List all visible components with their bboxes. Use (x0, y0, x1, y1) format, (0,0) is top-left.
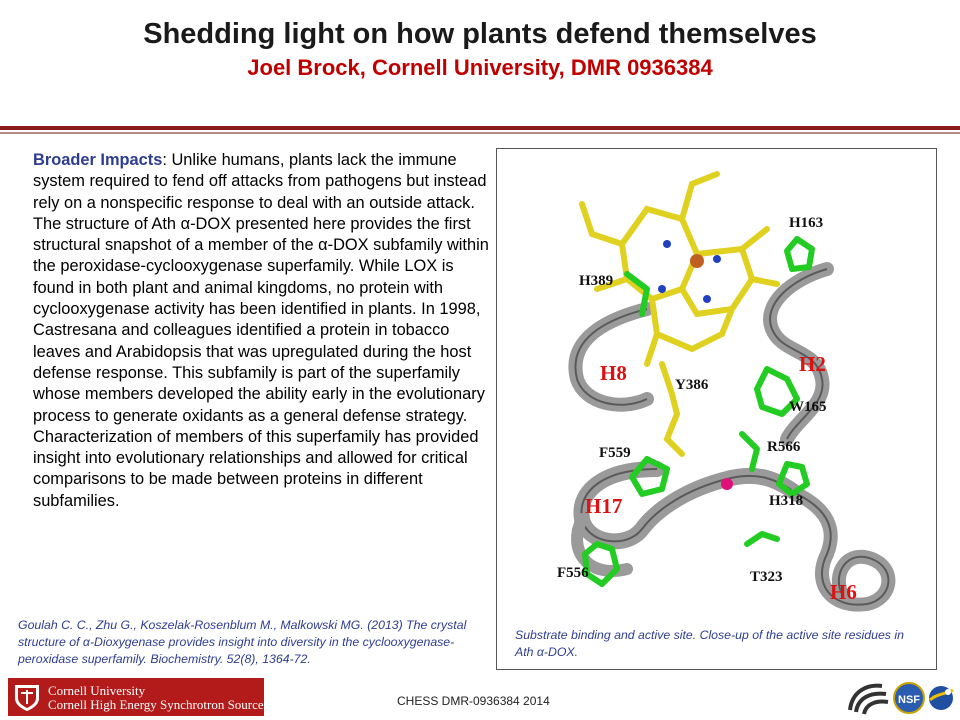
label-helix-h17: H17 (585, 494, 623, 518)
cornell-seal-icon (12, 682, 42, 712)
structure-figure (496, 148, 937, 670)
chess-swirl-logo-icon (846, 680, 890, 716)
label-w165: W165 (789, 399, 827, 415)
label-h389: H389 (579, 273, 614, 289)
label-h163: H163 (789, 215, 824, 231)
label-f556: F556 (557, 565, 589, 581)
header-divider-thin (0, 132, 960, 134)
label-helix-h8: H8 (600, 361, 627, 385)
page-subtitle: Joel Brock, Cornell University, DMR 0936384 (247, 55, 713, 80)
label-y386: Y386 (675, 377, 709, 393)
citation: Goulah C. C., Zhu G., Koszelak-Rosenblum M., Malkowski MG. (2013) The crystal structure of α-Dioxygenase provides insight into diversity in the cyclooxygenase-peroxidase superfamily. Biochemistry. 52(8), 1364-72. (18, 618, 467, 666)
footer-text: CHESS DMR-0936384 2014 (397, 694, 550, 708)
label-helix-h2: H2 (799, 352, 826, 376)
svg-text:NSF: NSF (898, 694, 920, 706)
label-f559: F559 (599, 445, 631, 461)
nsf-logo-icon (892, 680, 926, 716)
iron-atom (690, 254, 704, 268)
substrate-atom (721, 478, 733, 490)
label-h318: H318 (769, 493, 804, 509)
chess-text: Cornell High Energy Synchrotron Source (48, 697, 264, 712)
protein-structure-illustration (497, 149, 938, 671)
partner-globe-logo-icon (926, 680, 956, 716)
label-helix-h6: H6 (830, 580, 857, 604)
broader-impacts-label: Broader Impacts (33, 151, 163, 169)
header-divider (0, 126, 960, 130)
figure-caption: Substrate binding and active site. Close-up of the active site residues in Ath α-DOX. (515, 628, 904, 659)
broader-impacts-text: : Unlike humans, plants lack the immune system required to fend off attacks from pathogens but instead rely on a nonspecific response to deal with an outside attack. The structure of Ath α-DOX presented here provides the first structural snapshot of a member of the α-DOX subfamily within the peroxidase-cyclooxygenase superfamily. While LOX is found in both plant and animal kingdoms, no protein with cyclooxygenase activity has been identified in plants. In 1998, Castresana and colleagues identified a protein in tobacco leaves and Arabidopsis that was upregulated during the host defense response. This subfamily is part of the superfamily whose members developed the ability early in the evolutionary process to generate oxidants as a general defense strategy. Characterization of members of this superfamily has provided insight into evolutionary relationships and allowed for critical comparisons to be made between proteins in different subfamilies. (33, 151, 489, 510)
cornell-chess-logo (8, 678, 264, 716)
cornell-university-text: Cornell University (48, 683, 146, 698)
ribbon-h8 (575, 309, 647, 405)
label-r566: R566 (767, 439, 801, 455)
label-t323: T323 (750, 569, 783, 585)
broader-impacts-paragraph (33, 150, 489, 512)
page-title: Shedding light on how plants defend themselves (143, 18, 817, 50)
